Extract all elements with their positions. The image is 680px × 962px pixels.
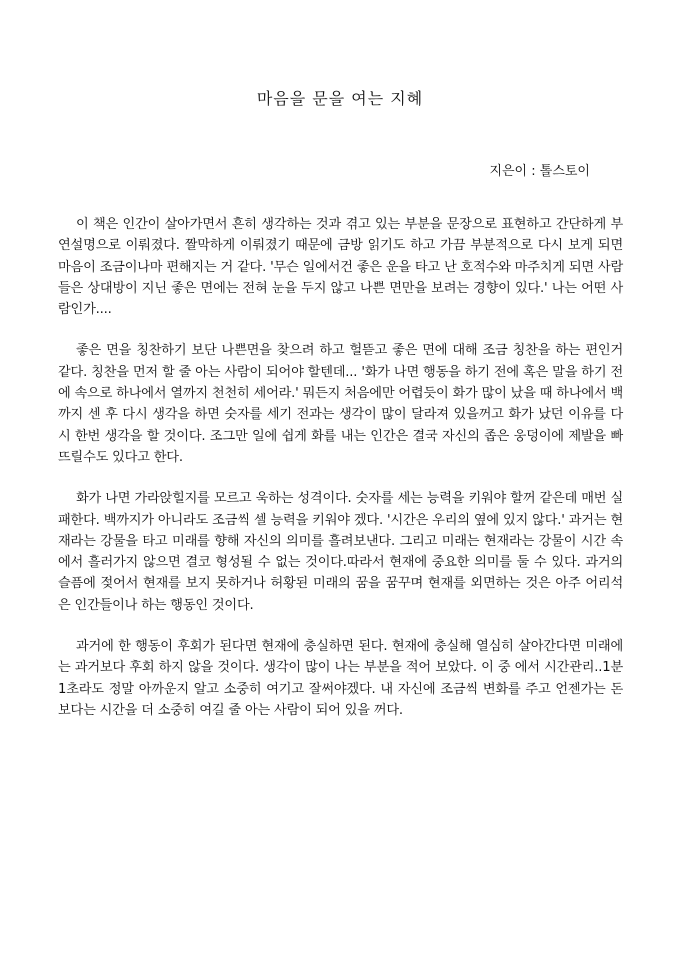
paragraph-2: 좋은 면을 칭찬하기 보단 나쁜면을 찾으려 하고 헐뜯고 좋은 면에 대해 조금 칭찬을 하는 편인거 같다. 칭찬을 먼저 할 줄 아는 사람이 되어야 할텐데... '화가 나면 행동을 하기 전에 혹은 말을 하기 전에 속으로 하나에서 열까지 천천히 세어라.' 뭐든지 처음에만 어렵듯이 화가 많이 났을 때 하나에서 백까지 센 후 다시 생각을 하면 숫자를 세기 전과는 생각이 많이 달라져 있을꺼고 화가 났던 이유를 다시 한번 생각을 할 것이다. 조그만 일에 쉽게 화를 내는 인간은 결국 자신의 좁은 웅덩이에 제발을 빠뜨릴수도 있다고 한다. [58,343,623,465]
document-body [58,214,623,741]
paragraph-3: 화가 나면 가라앉힐지를 모르고 욱하는 성격이다. 숫자를 세는 능력을 키워야 할꺼 같은데 매번 실패한다. 백까지가 아니라도 조금씩 셀 능력을 키워야 겠다. '시간은 우리의 옆에 있지 않다.' 과거는 현재라는 강물을 타고 미래를 향해 자신의 의미를 흘려보낸다. 그리고 미래는 현재라는 강물이 시간 속에서 흘러가지 않으면 결코 형성될 수 없는 것이다.따라서 현재에 중요한 의미를 둘 수 있다. 과거의 슬픔에 젖어서 현재를 보지 못하거나 허황된 미래의 꿈을 꿈꾸며 현재를 외면하는 것은 아주 어리석은 인간들이나 하는 행동인 것이다. [58,491,623,613]
document-title: 마음을 문을 여는 지혜 [256,89,424,108]
paragraph-1: 이 책은 인간이 살아가면서 흔히 생각하는 것과 겪고 있는 부분을 문장으로 표현하고 간단하게 부연설명으로 이뤄졌다. 짤막하게 이뤄졌기 때문에 금방 읽기도 하고 가끔 부분적으로 다시 보게 되면 마음이 조금이나마 편해지는 거 같다. '무슨 일에서건 좋은 운을 타고 난 호적수와 마주치게 되면 사람들은 상대방이 지닌 좋은 면에는 전혀 눈을 두지 않고 나쁜 면만을 보려는 경향이 있다.' 나는 어떤 사람인가.... [58,217,623,318]
paragraph-4: 과거에 한 행동이 후회가 된다면 현재에 충실하면 된다. 현재에 충실해 열심히 살아간다면 미래에는 과거보다 후회 하지 않을 것이다. 생각이 많이 나는 부분을 적어 보았다. 이 중 에서 시간관리..1분 1초라도 정말 아까운지 알고 소중히 여기고 잘써야겠다. 내 자신에 조금씩 변화를 주고 언젠가는 돈보다는 시간을 더 소중히 여길 줄 아는 사람이 되어 있을 꺼다. [58,639,623,718]
author-line: 지은이 : 톨스토이 [489,164,590,179]
